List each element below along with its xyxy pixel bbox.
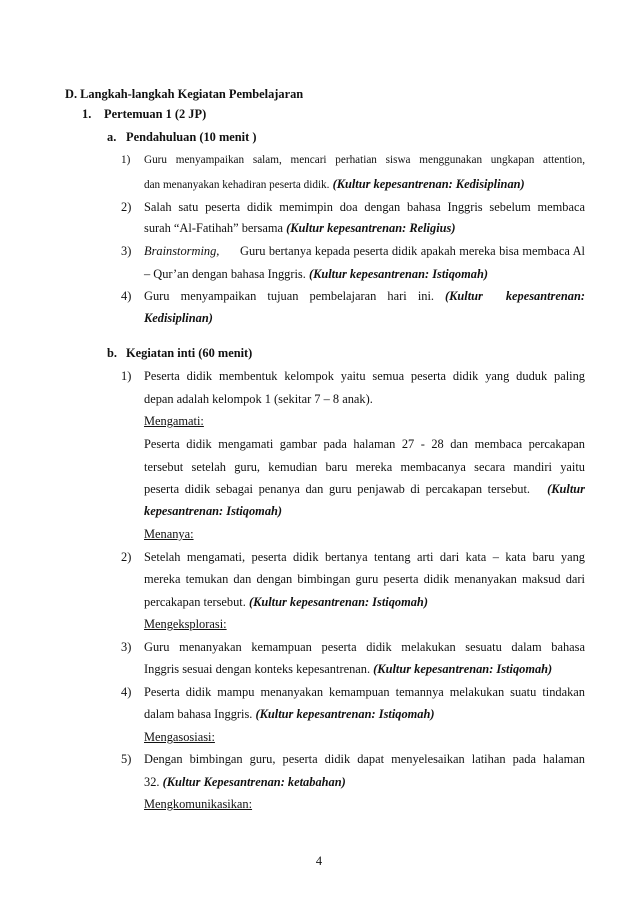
mengamati-p3 xyxy=(144,481,585,497)
pendahuluan-item-3-text: – Qur’an dengan bahasa Inggris. xyxy=(144,267,306,281)
pendahuluan-item-2-text: surah “Al-Fatihah” bersama xyxy=(144,221,283,235)
mengamati-p3-tag: (Kultur xyxy=(547,482,585,496)
meeting-title: Pertemuan 1 (2 JP) xyxy=(104,107,207,121)
inti-item-4-text: dalam bahasa Inggris. xyxy=(144,707,253,721)
pendahuluan-item-2-number: 2) xyxy=(121,200,132,214)
menanya-heading: Menanya: xyxy=(144,527,194,541)
brainstorming-label: Brainstorming, xyxy=(144,244,220,258)
inti-title: Kegiatan inti (60 menit) xyxy=(126,346,253,360)
pendahuluan-item-4-tag: (Kultur kepesantrenan: xyxy=(445,289,585,303)
pendahuluan-item-4-text: Guru menyampaikan tujuan pembelajaran hari ini. xyxy=(144,289,434,303)
pendahuluan-item-2-line1: Salah satu peserta didik memimpin doa dengan bahasa Inggris sebelum membaca xyxy=(144,200,585,214)
pendahuluan-item-4-line2: Kedisiplinan) xyxy=(144,311,213,325)
mengamati-p3-text: peserta didik sebagai penanya dan guru penjawab di percakapan tersebut. xyxy=(144,482,530,496)
pendahuluan-item-3-number: 3) xyxy=(121,244,132,258)
mengamati-p4: kepesantrenan: Istiqomah) xyxy=(144,504,283,518)
pendahuluan-item-4-line1 xyxy=(144,288,585,304)
pendahuluan-item-1-number: 1) xyxy=(121,154,131,166)
inti-item-2-number: 2) xyxy=(121,550,132,564)
inti-item-5-tag: (Kultur Kepesantrenan: ketabahan) xyxy=(162,775,346,789)
meeting-number: 1. xyxy=(82,107,92,121)
page-number: 4 xyxy=(315,854,323,868)
pendahuluan-item-3-text1: Guru bertanya kepada peserta didik apakah mereka bisa membaca Al xyxy=(240,244,585,258)
inti-item-5-text: 32. xyxy=(144,775,160,789)
inti-item-1-line1: Peserta didik membentuk kelompok yaitu semua peserta didik yang duduk paling xyxy=(144,369,585,383)
inti-item-4-number: 4) xyxy=(121,685,132,699)
mengasosiasi-heading: Mengasosiasi: xyxy=(144,730,215,744)
pendahuluan-item-2-line2 xyxy=(144,220,455,236)
inti-item-2-tag: (Kultur kepesantrenan: Istiqomah) xyxy=(248,595,428,609)
inti-item-1-line2: depan adalah kelompok 1 (sekitar 7 – 8 anak). xyxy=(144,392,373,406)
mengomunikasikan-heading: Mengkomunikasikan: xyxy=(144,797,253,811)
inti-item-2-line2: mereka temukan dan dengan bimbingan guru peserta didik menanyakan maksud dari xyxy=(144,572,585,586)
mengamati-heading: Mengamati: xyxy=(144,414,204,428)
inti-item-5-number: 5) xyxy=(121,752,132,766)
inti-item-3-number: 3) xyxy=(121,640,132,654)
pendahuluan-item-3-tag: (Kultur kepesantrenan: Istiqomah) xyxy=(308,267,488,281)
mengamati-p2: tersebut setelah guru, kemudian baru mereka membacanya secara mandiri yaitu xyxy=(144,460,585,474)
pendahuluan-item-1-text: dan menanyakan kehadiran peserta didik. xyxy=(144,179,330,191)
pendahuluan-item-1-line2 xyxy=(144,176,525,193)
pendahuluan-item-1-tag: (Kultur kepesantrenan: Kedisiplinan) xyxy=(332,177,525,191)
inti-item-3-line2 xyxy=(144,661,552,677)
inti-label: b. xyxy=(107,346,117,360)
mengeksplorasi-heading: Mengeksplorasi: xyxy=(144,617,227,631)
pendahuluan-item-1-line1: Guru menyampaikan salam, mencari perhatian siswa menggunakan ungkapan attention, xyxy=(144,154,585,166)
section-title: D. Langkah-langkah Kegiatan Pembelajaran xyxy=(65,87,304,101)
pendahuluan-label: a. xyxy=(107,130,117,144)
inti-item-4-line2 xyxy=(144,706,435,722)
inti-item-5-line1: Dengan bimbingan guru, peserta didik dapat menyelesaikan latihan pada halaman xyxy=(144,752,585,766)
inti-item-4-line1: Peserta didik mampu menanyakan kemampuan temannya melakukan suatu tindakan xyxy=(144,685,585,699)
mengamati-p1: Peserta didik mengamati gambar pada halaman 27 - 28 dan membaca percakapan xyxy=(144,437,585,451)
inti-item-3-tag: (Kultur kepesantrenan: Istiqomah) xyxy=(373,662,553,676)
pendahuluan-item-3-line1 xyxy=(144,243,585,259)
inti-item-2-line3 xyxy=(144,594,428,610)
inti-item-1-number: 1) xyxy=(121,369,132,383)
inti-item-2-line1: Setelah mengamati, peserta didik bertanya tentang arti dari kata – kata baru yang xyxy=(144,550,585,564)
pendahuluan-title: Pendahuluan (10 menit ) xyxy=(126,130,257,144)
inti-item-5-line2 xyxy=(144,774,346,790)
pendahuluan-item-2-tag: (Kultur kepesantrenan: Religius) xyxy=(286,221,456,235)
inti-item-2-text: percakapan tersebut. xyxy=(144,595,246,609)
inti-item-3-text: Inggris sesuai dengan konteks kepesantrenan. xyxy=(144,662,371,676)
pendahuluan-item-3-line2 xyxy=(144,266,488,282)
inti-item-4-tag: (Kultur kepesantrenan: Istiqomah) xyxy=(255,707,435,721)
inti-item-3-line1: Guru menanyakan kemampuan peserta didik melakukan sesuatu dalam bahasa xyxy=(144,640,585,654)
pendahuluan-item-4-number: 4) xyxy=(121,289,132,303)
